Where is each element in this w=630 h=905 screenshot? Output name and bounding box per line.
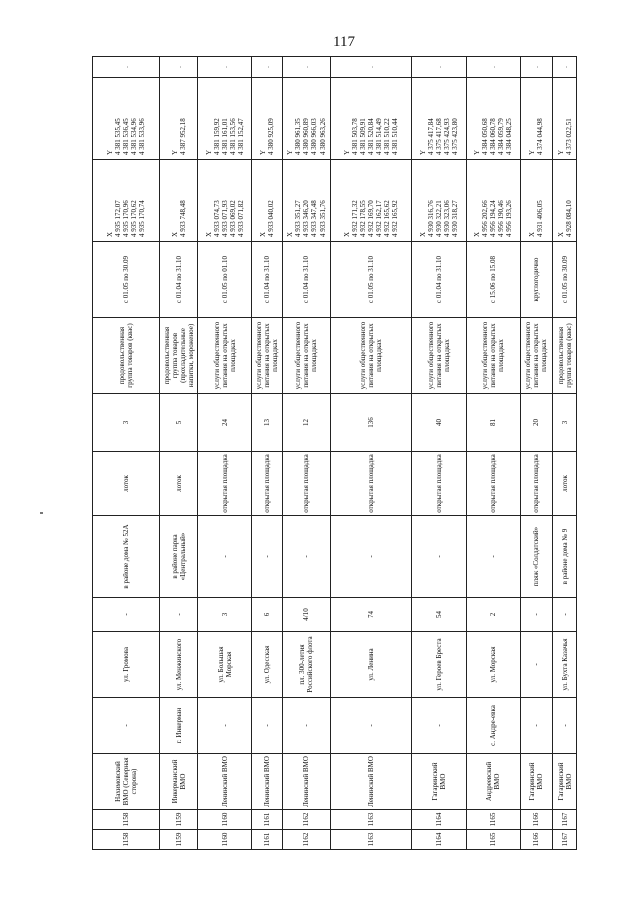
cell-landmark: - [282,516,331,598]
cell-district: Гагаринский ВМО [520,754,552,810]
coord-x-line: 4 956 194,24 [489,200,498,237]
coord-x-line: 4 932 169,70 [367,200,376,237]
coord-y-line: 4 384 060,78 [489,118,498,155]
cell-period: с 01.05 по 30.09 [93,242,160,318]
coord-x-line: 4 933 347,48 [310,200,319,237]
cell-num: 1166 [520,830,552,850]
coord-x-line: 4 935 172,07 [113,200,122,237]
cell-street: ул. Ленина [331,632,412,698]
cell-area: 13 [252,394,282,452]
cell-num: 1167 [553,830,577,850]
cell-coord-y [520,78,552,160]
cell-district: Ленинский ВМО [282,754,331,810]
coord-x-line: 4 933 074,73 [212,200,221,237]
table-row [412,57,466,850]
coord-y-line: 4 384 048,25 [505,118,514,155]
coord-x-line: 4 932 171,32 [351,200,360,237]
cell-landmark: в районе парка «Центральный» [160,516,198,598]
cell-id: 1167 [553,810,577,830]
coord-y-line: 4 380 961,35 [294,118,303,155]
cell-district: Инкерманский ВМО [160,754,198,810]
coord-y-line: 4 381 533,96 [138,118,147,155]
cell-district: Гагаринский ВМО [412,754,466,810]
cell-empty: . [93,57,160,78]
table-row [198,57,252,850]
coord-x-line: 4 935 170,62 [130,200,139,237]
coord-x-line: 4 933 346,20 [302,200,311,237]
cell-house: 6 [252,598,282,632]
cell-period: с 01.04 по 31.10 [252,242,282,318]
coord-y-line: 4 381 509,91 [359,118,368,155]
table-row [466,57,520,850]
cell-landmark: в районе дома № 9 [553,516,577,598]
cell-type: открытая площадка [412,452,466,516]
cell-id: 1165 [466,810,520,830]
cell-house: 74 [331,598,412,632]
coord-y-line: 4 375 417,84 [426,118,435,155]
cell-street: - [520,632,552,698]
cell-num: 1160 [198,830,252,850]
coord-y-line: Y [286,149,295,155]
coord-x-line: 4 933 071,93 [220,200,229,237]
cell-period: с 01.05 по 30.09 [553,242,577,318]
cell-coord-y [331,78,412,160]
cell-landmark: - [252,516,282,598]
coord-y-line: 4 381 503,78 [351,118,360,155]
cell-coord-x [520,160,552,242]
coord-y-line: 4 380 963,26 [318,118,327,155]
coord-y-line: 4 381 535,45 [113,118,122,155]
coord-x-line: 4 956 190,46 [497,200,506,237]
cell-landmark: в районе дома № 52А [93,516,160,598]
table-row [553,57,577,850]
cell-type: открытая площадка [282,452,331,516]
cell-coord-x [198,160,252,242]
cell-period: с 01.04 по 31.10 [160,242,198,318]
cell-num: 1159 [160,830,198,850]
coord-x-line: 4 933 040,02 [266,200,275,237]
cell-id: 1158 [93,810,160,830]
cell-coord-y [553,78,577,160]
cell-house: 54 [412,598,466,632]
coord-x-line: 4 933 069,02 [228,200,237,237]
coord-y-line: 4 375 424,93 [443,118,452,155]
cell-num: 1161 [252,830,282,850]
cell-street: ул. Громова [93,632,160,698]
cell-empty: . [466,57,520,78]
cell-district: Андреевский ВМО [466,754,520,810]
table-row [93,57,160,850]
cell-settlement: г. Инкерман [160,698,198,754]
coord-y-line: Y [258,149,267,155]
cell-street: ул. Морская [466,632,520,698]
coord-y-line: Y [556,149,565,155]
cell-empty: . [252,57,282,78]
cell-settlement: - [412,698,466,754]
cell-district: Нахимовский ВМО (Северная сторона) [93,754,160,810]
cell-id: 1163 [331,810,412,830]
cell-area: 12 [282,394,331,452]
cell-specialization: услуги общественного питания на открытых площадках [520,318,552,394]
cell-id: 1164 [412,810,466,830]
cell-empty: . [160,57,198,78]
cell-coord-x [93,160,160,242]
coord-x-line: 4 932 165,92 [391,200,400,237]
cell-district: Ленинский ВМО [198,754,252,810]
rotated-table-wrapper [92,57,577,850]
coord-x-line: 4 932 162,17 [375,200,384,237]
coord-x-line: 4 935 170,96 [122,200,131,237]
cell-num: 1162 [282,830,331,850]
scan-speck [40,512,43,514]
coord-y-line: 4 381 159,92 [212,118,221,155]
coord-y-line: Y [170,149,179,155]
cell-street: ул. Менжинского [160,632,198,698]
coord-x-line: 4 932 178,55 [359,200,368,237]
cell-district: Ленинский ВМО [252,754,282,810]
coord-y-line: 4 381 510,44 [391,118,400,155]
cell-coord-x [160,160,198,242]
table-row [282,57,331,850]
coord-x-line: 4 933 351,76 [318,200,327,237]
cell-type: лоток [160,452,198,516]
coord-y-line: 4 380 960,89 [302,118,311,155]
cell-house: 3 [198,598,252,632]
cell-coord-y [93,78,160,160]
coord-y-line: Y [105,149,114,155]
cell-house: - [520,598,552,632]
coord-y-line: Y [343,149,352,155]
cell-coord-x [553,160,577,242]
coord-y-line: 4 381 153,56 [228,118,237,155]
table-row [520,57,552,850]
cell-num: 1163 [331,830,412,850]
cell-area: 81 [466,394,520,452]
cell-specialization: услуги общественного питания на открытых площадках [198,318,252,394]
cell-street: ул. Бухта Казачья [553,632,577,698]
cell-specialization: услуги общественного питания на открытых площадках [252,318,282,394]
cell-landmark: - [331,516,412,598]
cell-num: 1158 [93,830,160,850]
coord-x-line: 4 933 351,27 [294,200,303,237]
coord-x-line: 4 933 071,82 [236,200,245,237]
coord-x-line: X [473,231,481,237]
cell-area: 3 [93,394,160,452]
coord-y-line: 4 373 022,51 [564,118,573,155]
cell-settlement: с. Андре-евка [466,698,520,754]
cell-area: 3 [553,394,577,452]
coord-y-line: 4 381 161,01 [220,118,229,155]
coord-y-line: 4 374 044,98 [536,118,545,155]
cell-type: открытая площадка [520,452,552,516]
cell-landmark: - [466,516,520,598]
cell-coord-x [412,160,466,242]
cell-id: 1166 [520,810,552,830]
cell-id: 1162 [282,810,331,830]
cell-specialization: услуги общественного питания на открытых площадках [331,318,412,394]
coord-y-line: 4 381 514,49 [375,118,384,155]
cell-house: - [160,598,198,632]
cell-coord-y [198,78,252,160]
coord-x-line: 4 931 406,05 [536,200,545,237]
cell-id: 1160 [198,810,252,830]
cell-house: - [93,598,160,632]
coord-y-line: 4 375 423,80 [451,118,460,155]
cell-house: - [553,598,577,632]
cell-settlement: - [553,698,577,754]
cell-specialization: продовольственная группа товаров (квас) [93,318,160,394]
cell-settlement: - [198,698,252,754]
coord-y-line: 4 375 417,68 [434,118,443,155]
coord-y-line: 4 380 925,09 [266,118,275,155]
cell-specialization: продовольственная группа товаров (прохладительные напитки, мороженое) [160,318,198,394]
coord-y-line: 4 384 059,79 [497,118,506,155]
coord-y-line: 4 381 152,47 [236,118,245,155]
coord-x-line: X [343,231,352,237]
coord-y-line: Y [473,149,481,155]
cell-settlement: - [282,698,331,754]
cell-num: 1164 [412,830,466,850]
cell-period: с 15.06 по 15.08 [466,242,520,318]
cell-settlement: - [252,698,282,754]
cell-specialization: услуги общественного питания на открытых площадках [412,318,466,394]
cell-id: 1159 [160,810,198,830]
coord-x-line: X [105,231,114,237]
cell-settlement: - [331,698,412,754]
cell-specialization: услуги общественного питания на открытых площадках [282,318,331,394]
cell-type: открытая площадка [331,452,412,516]
cell-period: круглогодично [520,242,552,318]
coord-y-line: 4 381 520,84 [367,118,376,155]
coord-x-line: X [170,231,179,237]
cell-empty: . [282,57,331,78]
coord-x-line: X [204,231,213,237]
cell-district: Ленинский ВМО [331,754,412,810]
coord-x-line: 4 930 316,76 [426,200,435,237]
cell-type: открытая площадка [198,452,252,516]
coord-y-line: Y [528,149,537,155]
coord-y-line: 4 381 510,22 [383,118,392,155]
cell-period: с 01.05 по 01.10 [198,242,252,318]
coord-y-line: 4 381 536,45 [122,118,131,155]
table-body [93,57,577,850]
coord-x-line: 4 935 170,74 [138,200,147,237]
cell-landmark: - [198,516,252,598]
cell-area: 5 [160,394,198,452]
cell-coord-y [252,78,282,160]
cell-area: 20 [520,394,552,452]
cell-empty: . [331,57,412,78]
cell-period: с 01.04 по 31.10 [282,242,331,318]
table-row [331,57,412,850]
cell-type: лоток [93,452,160,516]
cell-landmark: пляж «Солдатский» [520,516,552,598]
coord-y-line: 4 381 534,96 [130,118,139,155]
cell-landmark: - [412,516,466,598]
cell-num: 1165 [466,830,520,850]
coord-x-line: X [286,231,295,237]
cell-house: 2 [466,598,520,632]
coord-x-line: 4 956 202,66 [481,200,490,237]
coord-x-line: 4 930 318,27 [451,200,460,237]
cell-settlement: - [520,698,552,754]
coord-x-line: 4 956 193,26 [505,200,514,237]
coord-x-line: X [258,231,267,237]
table-row [160,57,198,850]
table-row [252,57,282,850]
cell-street: пл. 300-летия Российского флота [282,632,331,698]
cell-coord-y [412,78,466,160]
cell-street: ул. Большая Морская [198,632,252,698]
coord-y-line: 4 384 050,68 [481,118,490,155]
coord-y-line: Y [418,149,427,155]
coord-y-line: Y [204,149,213,155]
cell-house: 4/10 [282,598,331,632]
cell-coord-x [466,160,520,242]
cell-coord-y [466,78,520,160]
cell-empty: . [520,57,552,78]
coord-y-line: 4 380 966,03 [310,118,319,155]
coord-x-line: X [418,231,427,237]
cell-type: лоток [553,452,577,516]
cell-coord-x [282,160,331,242]
coord-x-line: 4 930 323,06 [443,200,452,237]
coord-x-line: 4 928 084,10 [564,200,573,237]
cell-specialization: услуги общественного питания на открытых площадках [466,318,520,394]
cell-type: открытая площадка [252,452,282,516]
cell-street: ул. Героев Бреста [412,632,466,698]
page-number: 117 [333,34,355,50]
cell-coord-x [252,160,282,242]
coord-x-line: 4 932 165,62 [383,200,392,237]
coord-y-line: 4 387 952,18 [178,118,187,155]
coord-x-line: 4 933 748,48 [178,200,187,237]
cell-settlement: - [93,698,160,754]
coord-x-line: 4 930 322,21 [434,200,443,237]
cell-district: Гагаринский ВМО [553,754,577,810]
coord-x-line: X [556,231,565,237]
cell-area: 40 [412,394,466,452]
trade-locations-table [92,56,577,850]
cell-coord-y [282,78,331,160]
cell-period: с 01.04 по 31.10 [412,242,466,318]
cell-empty: . [198,57,252,78]
cell-specialization: продовольственная группа товаров (квас) [553,318,577,394]
cell-area: 24 [198,394,252,452]
cell-coord-y [160,78,198,160]
cell-street: ул. Одесская [252,632,282,698]
cell-empty: . [412,57,466,78]
cell-empty: . [553,57,577,78]
coord-x-line: X [528,231,537,237]
cell-coord-x [331,160,412,242]
cell-id: 1161 [252,810,282,830]
cell-period: с 01.05 по 31.10 [331,242,412,318]
cell-type: открытая площадка [466,452,520,516]
cell-area: 136 [331,394,412,452]
